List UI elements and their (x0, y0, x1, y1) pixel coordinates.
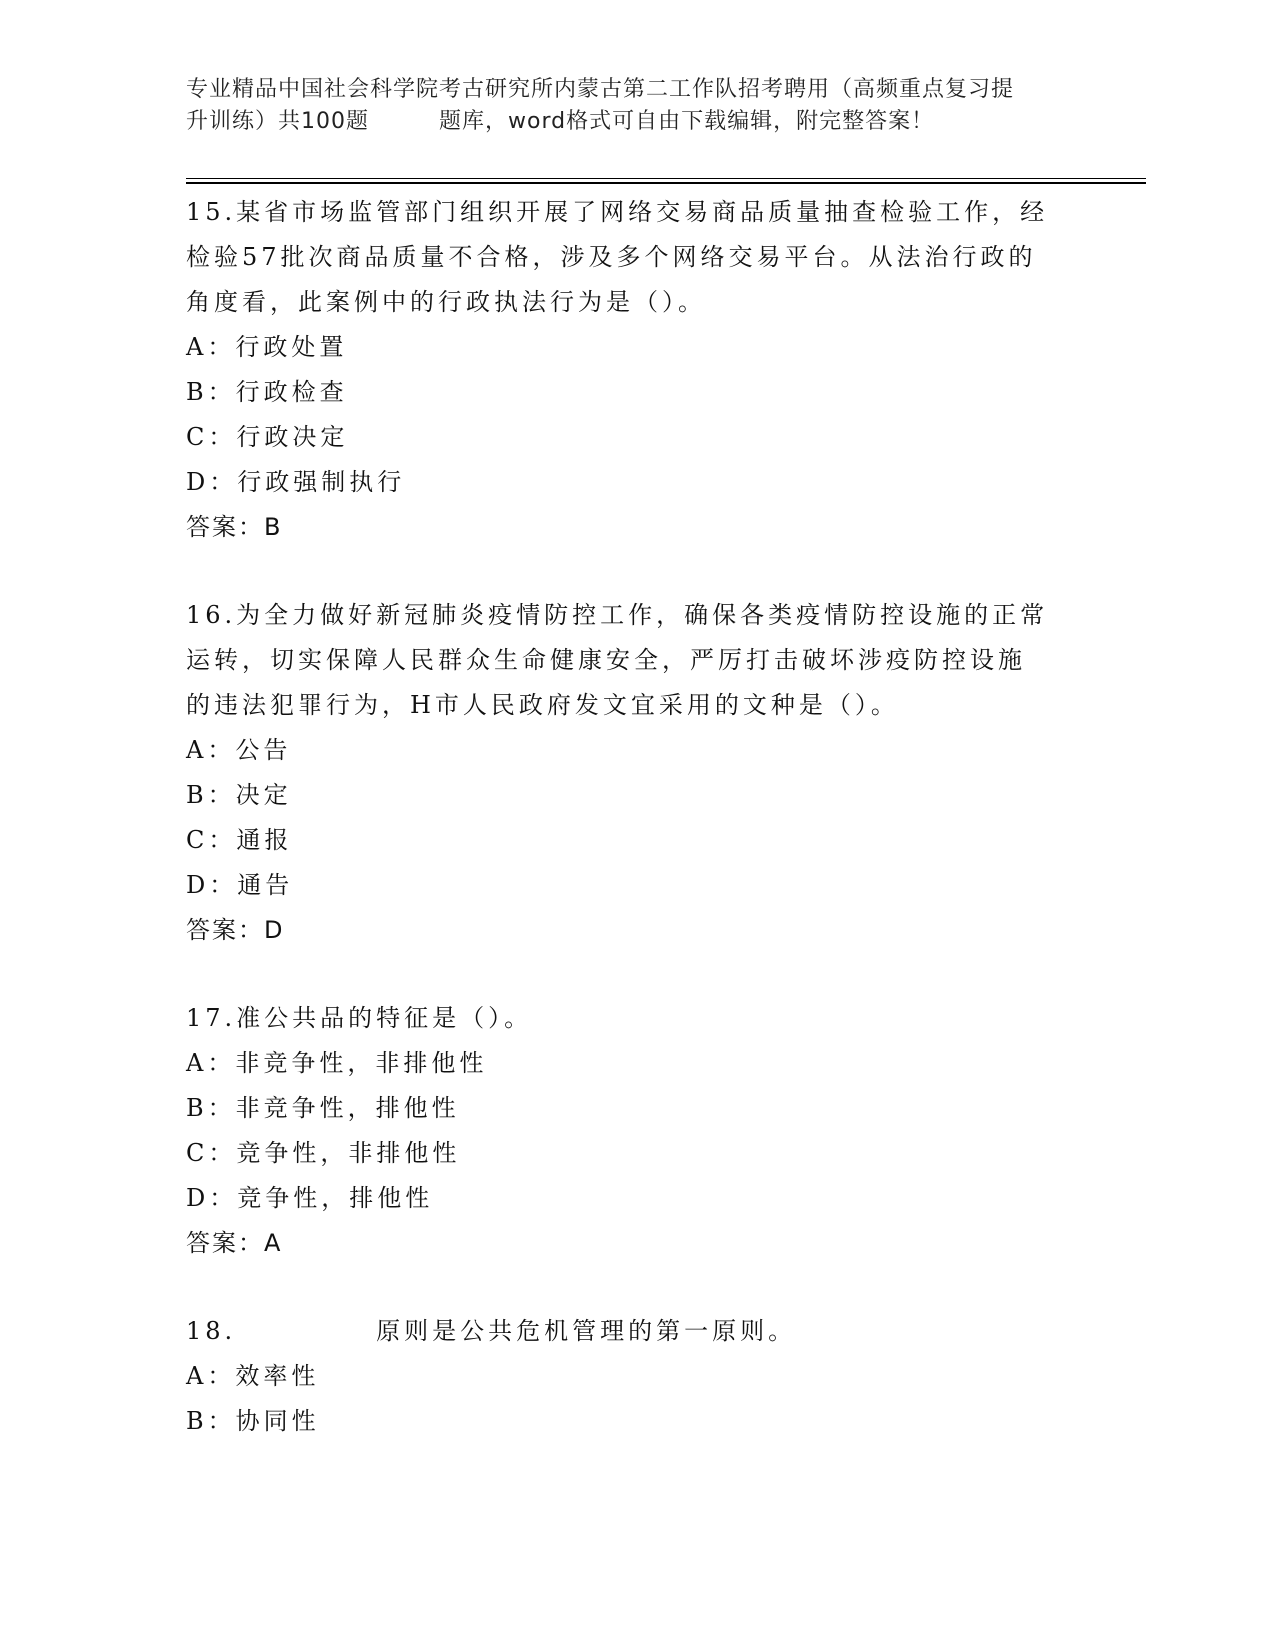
question-16-option-c: C：通报 (186, 826, 293, 854)
question-15-stem-line-1: 15.某省市场监管部门组织开展了网络交易商品质量抽查检验工作，经 (186, 198, 1049, 226)
question-18-number: 18. (186, 1317, 237, 1345)
question-16-option-a: A：公告 (186, 736, 292, 764)
header-line-2 (186, 106, 1086, 138)
question-16-stem-line-3: 的违法犯罪行为，H市人民政府发文宜采用的文种是（）。 (186, 691, 899, 719)
header-line-2-part-1: 升训练）共100题 (186, 109, 369, 134)
question-16-option-d: D：通告 (186, 871, 294, 899)
header-rule-thin (186, 178, 1146, 179)
question-15-stem-line-2: 检验57批次商品质量不合格，涉及多个网络交易平台。从法治行政的 (186, 243, 1037, 271)
header-line-1: 专业精品中国社会科学院考古研究所内蒙古第二工作队招考聘用（高频重点复习提 (186, 77, 1015, 102)
question-17-stem-line-1: 17.准公共品的特征是（）。 (186, 1004, 533, 1032)
question-spacer (186, 1266, 1086, 1309)
header-line-2-part-2: 题库，word格式可自由下载编辑，附完整答案！ (439, 109, 935, 134)
question-16-stem-line-2: 运转，切实保障人民群众生命健康安全，严厉打击破坏涉疫防控设施 (186, 646, 1026, 674)
question-17 (186, 996, 1086, 1266)
question-17-option-b: B：非竞争性，排他性 (186, 1094, 460, 1122)
question-15-answer: 答案：B (186, 513, 283, 541)
question-18-stem (186, 1309, 1086, 1354)
question-15 (186, 190, 1086, 550)
question-15-option-d: D：行政强制执行 (186, 468, 406, 496)
question-15-option-a: A：行政处置 (186, 333, 348, 361)
question-spacer (186, 550, 1086, 593)
question-15-option-b: B：行政检查 (186, 378, 348, 406)
question-18 (186, 1309, 1086, 1444)
document-header (186, 74, 1086, 138)
question-list (186, 190, 1086, 1444)
header-rule-thick (186, 182, 1146, 184)
question-spacer (186, 953, 1086, 996)
question-18-stem-text: 原则是公共危机管理的第一原则。 (376, 1317, 797, 1345)
question-16 (186, 593, 1086, 953)
question-18-option-b: B：协同性 (186, 1407, 320, 1435)
question-16-answer: 答案：D (186, 916, 285, 944)
question-16-option-b: B：决定 (186, 781, 292, 809)
question-16-stem-line-1: 16.为全力做好新冠肺炎疫情防控工作，确保各类疫情防控设施的正常 (186, 601, 1049, 629)
question-17-option-d: D：竞争性，排他性 (186, 1184, 434, 1212)
question-18-option-a: A：效率性 (186, 1362, 320, 1390)
question-17-answer: 答案：A (186, 1229, 283, 1257)
question-17-option-a: A：非竞争性，非排他性 (186, 1049, 488, 1077)
question-15-option-c: C：行政决定 (186, 423, 349, 451)
question-15-stem-line-3: 角度看，此案例中的行政执法行为是（）。 (186, 288, 706, 316)
question-17-option-c: C：竞争性，非排他性 (186, 1139, 461, 1167)
